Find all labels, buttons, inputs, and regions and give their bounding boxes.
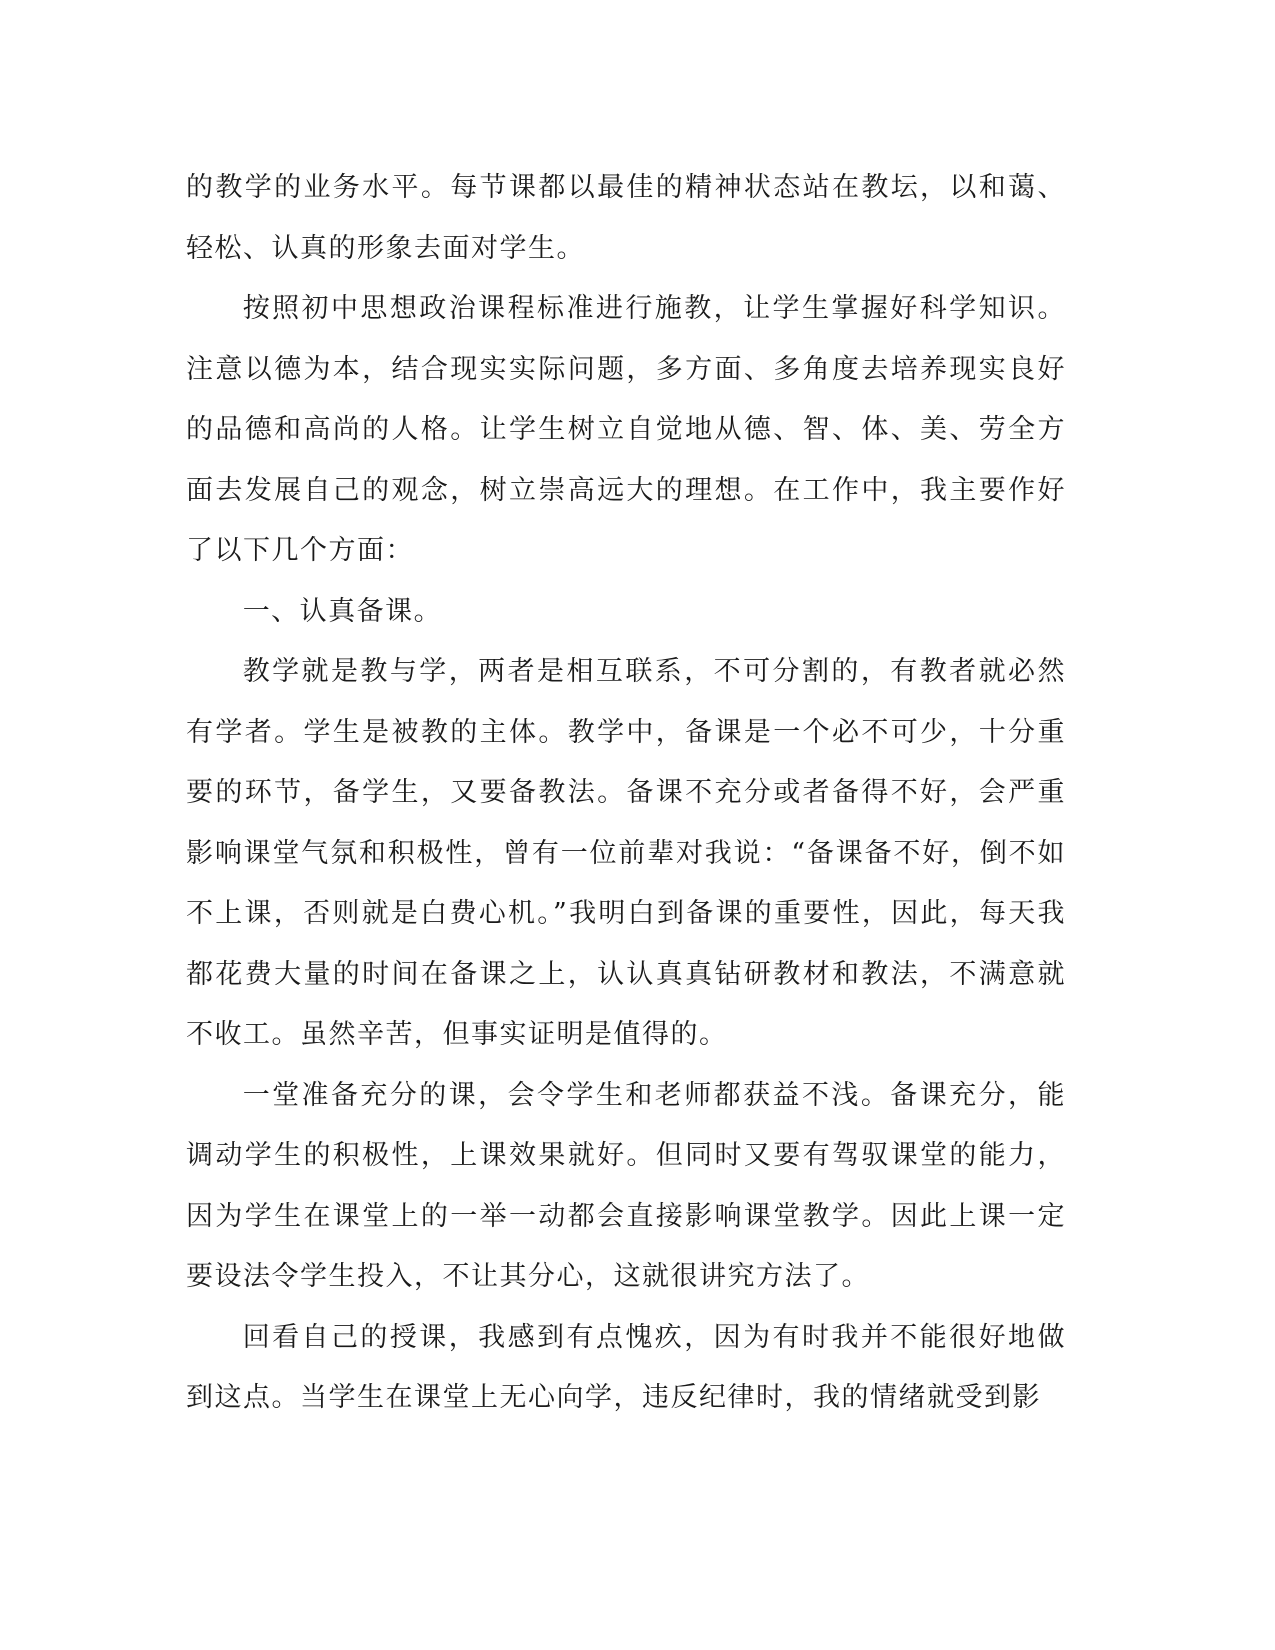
document-body [186, 158, 1066, 1429]
paragraph-3: 教学就是教与学，两者是相互联系，不可分割的，有教者就必然有学者。学生是被教的主体。教学中，备课是一个必不可少，十分重要的环节，备学生，又要备教法。备课不充分或者备得不好，会严重影响课堂气氛和积极性，曾有一位前辈对我说：“备课备不好，倒不如不上课，否则就是白费心机。”我明白到备课的重要性，因此，每天我都花费大量的时间在备课之上，认认真真钻研教材和教法，不满意就不收工。虽然辛苦，但事实证明是值得的。 [186, 656, 1066, 1050]
paragraph-4: 一堂准备充分的课，会令学生和老师都获益不浅。备课充分，能调动学生的积极性，上课效果就好。但同时又要有驾驭课堂的能力，因为学生在课堂上的一举一动都会直接影响课堂教学。因此上课一定要设法令学生投入，不让其分心，这就很讲究方法了。 [186, 1079, 1066, 1292]
paragraph-1: 的教学的业务水平。每节课都以最佳的精神状态站在教坛，以和蔼、轻松、认真的形象去面对学生。 [186, 172, 1066, 264]
section-heading: 一、认真备课。 [242, 595, 443, 627]
paragraph-2: 按照初中思想政治课程标准进行施教，让学生掌握好科学知识。注意以德为本，结合现实实际问题，多方面、多角度去培养现实良好的品德和高尚的人格。让学生树立自觉地从德、智、体、美、劳全方面去发展自己的观念，树立崇高远大的理想。在工作中，我主要作好了以下几个方面： [186, 293, 1066, 566]
paragraph-5: 回看自己的授课，我感到有点愧疚，因为有时我并不能很好地做到这点。当学生在课堂上无心向学，违反纪律时，我的情绪就受到影 [186, 1321, 1066, 1413]
